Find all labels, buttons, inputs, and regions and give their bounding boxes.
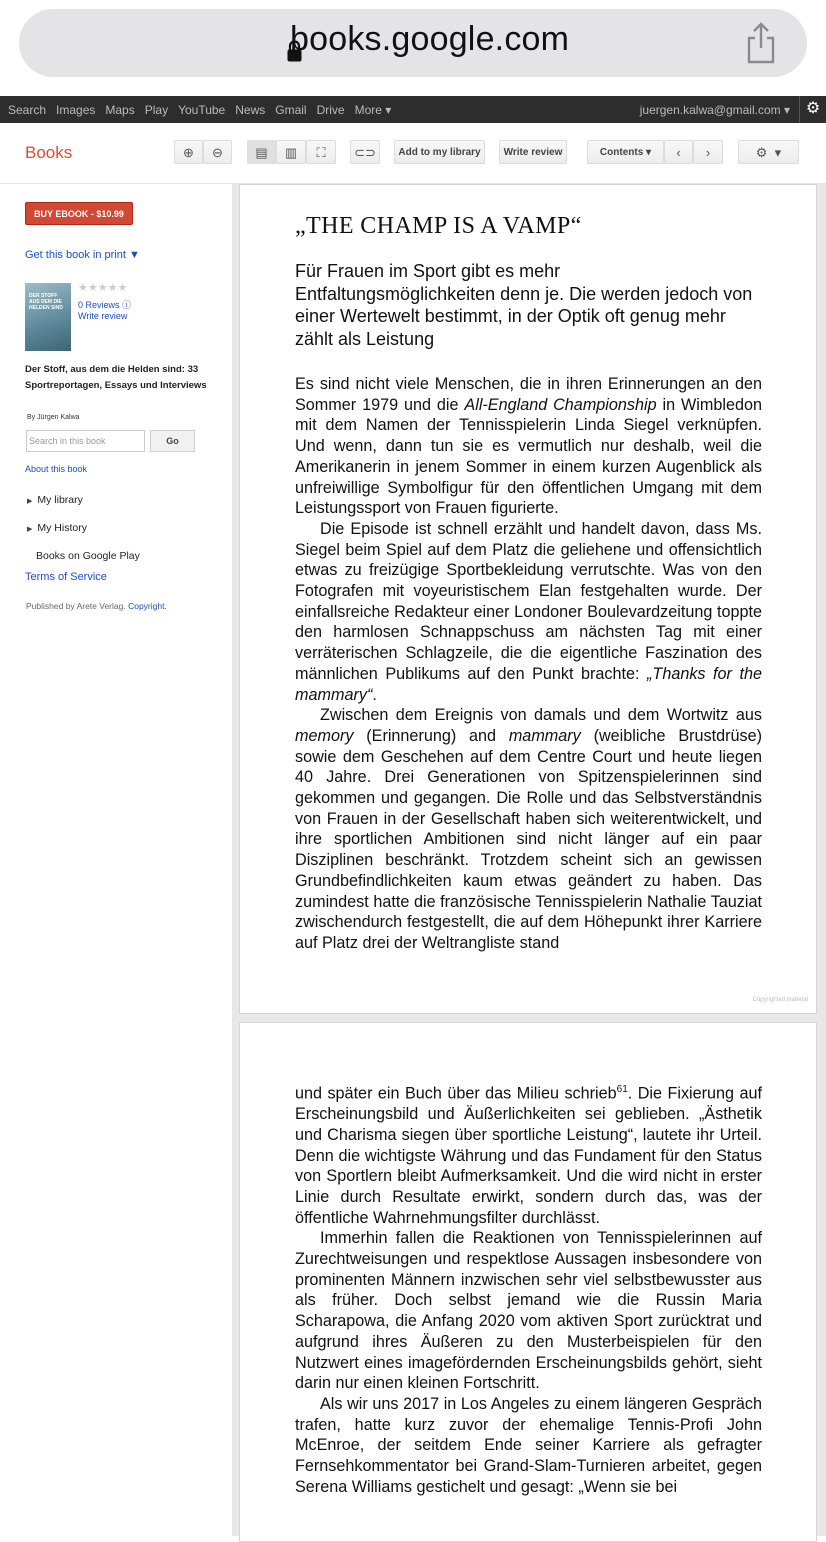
my-history-item[interactable] <box>27 522 87 534</box>
sidebar-write-review-link[interactable]: Write review <box>78 311 128 321</box>
chapter-title: „THE CHAMP IS A VAMP“ <box>295 213 582 239</box>
paragraph: Als wir uns 2017 in Los Angeles zu einem längeren Gespräch trafen, hatte kurz zuvor der ehemalige Tennis-Profi John McEnroe, der seitdem Ende seiner Karriere als gefragter Fernsehkommentator bei Grand-Slam-Turnieren arbeitet, gegen Serena Williams gestichelt und gesagt: „Wenn sie bei <box>295 1394 762 1496</box>
fullscreen-icon[interactable]: ⛶ <box>306 140 336 164</box>
my-library-label: My library <box>37 494 83 506</box>
browser-url-bar <box>0 0 826 96</box>
contents-dropdown[interactable]: Contents ▾ <box>587 140 664 164</box>
book-cover[interactable] <box>25 283 71 351</box>
publisher-text: Published by Arete Verlag. <box>26 601 126 611</box>
copyright-link[interactable]: Copyright. <box>128 601 167 611</box>
nav-gmail[interactable]: Gmail <box>275 103 307 117</box>
prev-page-icon[interactable]: ‹ <box>664 140 693 164</box>
settings-dropdown[interactable] <box>738 140 799 164</box>
expand-triangle-icon: ▶ <box>27 526 33 533</box>
nav-play[interactable]: Play <box>144 103 169 117</box>
book-page <box>239 1022 817 1542</box>
page-body <box>295 374 762 954</box>
nav-search[interactable]: Search <box>8 103 47 117</box>
publisher-note <box>26 601 167 611</box>
next-page-icon[interactable]: › <box>693 140 723 164</box>
cover-text: DER STOFF AUS DEM DIE HELDEN SIND <box>29 293 63 311</box>
paragraph: Die Episode ist schnell erzählt und handelt davon, dass Ms. Siegel beim Spiel auf dem Platz die geliehene und offensichtlich etwas zu freizügige Sportbekleidung verrutschte. Was von den Fotografen mit voyeuristischem Elan festgehalten wurde. Der einfallsreiche Redakteur einer Londoner Boulevardzeitung toppte den harmlosen Schnappschuss am nächsten Tag mit einer verräterischen Schlagzeile, die die eigentliche Faszination des männlichen Publikums auf den Punkt brachte: „Thanks for the mammary“. <box>295 519 762 704</box>
buy-ebook-button[interactable]: BUY EBOOK - $10.99 <box>25 202 133 225</box>
settings-gear-icon: ⚙ ▾ <box>755 145 782 160</box>
zoom-in-icon[interactable]: ⊕ <box>174 140 203 164</box>
google-nav-links <box>8 103 401 117</box>
rating-stars-icon: ★★★★★ <box>78 282 128 294</box>
account-menu[interactable]: juergen.kalwa@gmail.com ▾ <box>639 103 790 117</box>
book-title: Der Stoff, aus dem die Helden sind: 33 Sportreportagen, Essays und Interviews <box>25 364 207 391</box>
books-logo[interactable]: Books <box>25 143 73 162</box>
paragraph: und später ein Buch über das Milieu schrieb$^{61}$. Die Fixierung auf Erscheinungsbild und Äußerlichkeiten sei geblieben. „Ästhetik und Charisma siegen über sportliche Leistung“, lautete ihr Urteil. Denn die wichtigste Währung und das Fundament für den Status von Sportlern bleibt Aufmerksamkeit. Und die wird nicht in erster Linie durch Resultate erwirkt, sondern durch das, was der öffentliche Wahrnehmungsfilter durchlässt. <box>295 1084 763 1227</box>
single-page-icon[interactable]: ▤ <box>247 140 276 164</box>
page-body <box>295 1080 762 1497</box>
paragraph: Zwischen dem Ereignis von damals und dem Wortwitz aus memory (Erinnerung) and mammary (weibliche Brustdrüse) sowie dem Geschehen auf dem Centre Court und heute liegen 40 Jahre. Drei Generationen von Spitzenspielerinnen sind gekommen und gegangen. Die Rolle und das Selbstverständnis von Frauen in der Gesellschaft haben sich weiterentwickelt, und ihre sportlichen Ambitionen sind nicht länger auf ein paar Disziplinen beschränkt. Trotzdem scheint sich an gewissen Grundbefindlichkeiten kaum etwas geändert zu haben. Das zumindest hatte die französische Tennisspielerin Nathalie Tauziat zwischendurch festgestellt, die auf dem Höhepunkt ihrer Karriere auf Platz drei der Weltrangliste stand <box>295 706 762 952</box>
books-toolbar <box>0 123 826 184</box>
address-field[interactable] <box>19 9 807 77</box>
paragraph: Immerhin fallen die Reaktionen von Tennisspielerinnen auf Zurechtweisungen und respektlose Aussagen insbesondere von prominenten Männern inzwischen sehr viel selbstbewusster aus als früher. Doch selbst jemand wie die Russin Maria Scharapowa, die Anfang 2020 vom aktiven Sport zurücktrat und aufgrund ihres Äußeren zu den Musterbeispielen für den Nutzwert eines imagefördernden Erscheinungsbilds gehört, sieht darin nur einen kleinen Fortschritt. <box>295 1229 762 1393</box>
chapter-lead: Für Frauen im Sport gibt es mehr Entfaltungsmöglichkeiten denn je. Die werden jedoch von einer Wertewelt bestimmt, in der Optik oft genug mehr zählt als Leistung <box>295 261 753 350</box>
nav-news[interactable]: News <box>235 103 266 117</box>
nav-youtube[interactable]: YouTube <box>178 103 226 117</box>
terms-link[interactable]: Terms of Service <box>25 571 107 583</box>
nav-more[interactable]: More ▾ <box>354 103 392 117</box>
write-review-button[interactable]: Write review <box>499 140 567 164</box>
share-icon[interactable] <box>744 22 778 64</box>
google-nav-bar <box>0 96 826 123</box>
two-page-icon[interactable]: ▥ <box>276 140 306 164</box>
get-in-print-link[interactable]: Get this book in print ▼ <box>25 249 140 261</box>
nav-maps[interactable]: Maps <box>105 103 135 117</box>
gear-icon[interactable]: ⚙ <box>799 96 826 123</box>
nav-images[interactable]: Images <box>56 103 96 117</box>
about-book-link[interactable]: About this book <box>25 464 88 474</box>
copyrighted-notice: Copyrighted material <box>752 997 808 1003</box>
reviews-link[interactable]: 0 Reviews ⓘ <box>78 300 132 310</box>
zoom-out-icon[interactable]: ⊖ <box>203 140 232 164</box>
paragraph: Es sind nicht viele Menschen, die in ihren Erinnerungen an den Sommer 1979 und die All-England Championship in Wimbledon mit dem Namen der Tennisspielerin Linda Siegel verknüpfen. Und wenn, dann tun sie es vermutlich nur deshalb, weil die Amerikanerin in jenem Sommer in einem kurzen Augenblick als unfreiwillige Symbolfigur für den öffentlichen Umgang mit dem Leistungssport von Frauen figurierte. <box>295 375 762 518</box>
book-page <box>239 184 817 1014</box>
book-viewer[interactable] <box>232 184 826 1536</box>
search-in-book-input[interactable]: Search in this book <box>26 430 145 452</box>
url-text: books.google.com <box>290 20 570 58</box>
add-to-library-button[interactable]: Add to my library <box>394 140 485 164</box>
book-author: By Jürgen Kalwa <box>27 414 80 421</box>
my-history-label: My History <box>37 522 87 534</box>
books-on-play-link[interactable]: Books on Google Play <box>36 550 140 562</box>
my-library-item[interactable] <box>27 494 83 506</box>
link-icon[interactable]: ⊂⊃ <box>350 140 380 164</box>
search-go-button[interactable]: Go <box>150 430 195 452</box>
expand-triangle-icon: ▶ <box>27 498 33 505</box>
nav-drive[interactable]: Drive <box>316 103 345 117</box>
sidebar <box>0 184 232 1536</box>
